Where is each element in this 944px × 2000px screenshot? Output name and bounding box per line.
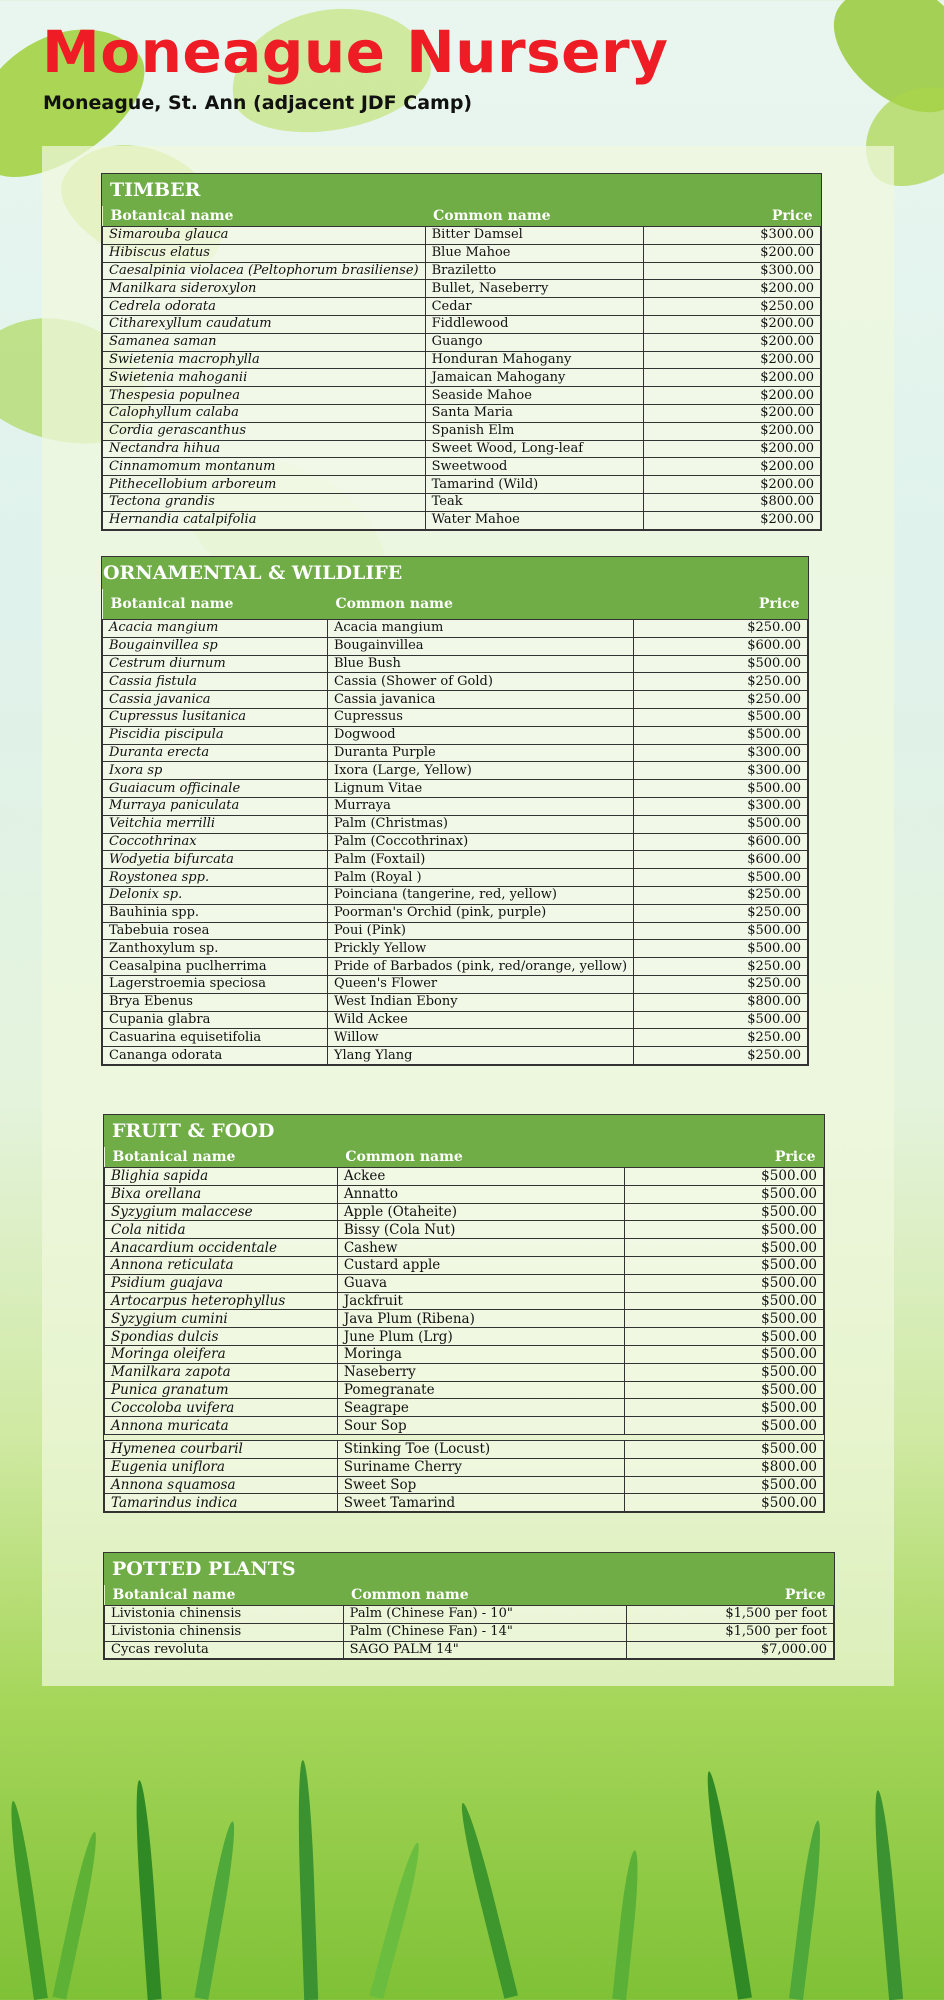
botanical-name-cell: Artocarpus heterophyllus: [105, 1292, 338, 1310]
table-row: [105, 1256, 824, 1274]
table-row: [103, 691, 808, 709]
common-name-cell: Annatto: [337, 1185, 625, 1203]
price-cell: $500.00: [625, 1417, 824, 1435]
column-header-price: Price: [625, 1147, 824, 1168]
grass-decoration: [789, 1820, 825, 2000]
botanical-name-cell: Nectandra hihua: [103, 440, 426, 458]
botanical-name-cell: Samanea saman: [103, 333, 426, 351]
price-cell: $500.00: [625, 1363, 824, 1381]
botanical-name-cell: Moringa oleifera: [105, 1345, 338, 1363]
price-cell: $250.00: [634, 673, 808, 691]
botanical-name-cell: Brya Ebenus: [103, 993, 328, 1011]
grass-decoration: [132, 1780, 161, 2000]
botanical-name-cell: Livistonia chinensis: [105, 1606, 344, 1624]
column-header-botanical: Botanical name: [105, 1585, 344, 1606]
price-cell: $500.00: [634, 726, 808, 744]
botanical-name-cell: Ixora sp: [103, 762, 328, 780]
common-name-cell: Palm (Christmas): [327, 815, 633, 833]
botanical-name-cell: Hernandia catalpifolia: [103, 511, 426, 529]
table-row: [105, 1623, 834, 1641]
botanical-name-cell: Piscidia piscipula: [103, 726, 328, 744]
table-row: [105, 1606, 834, 1624]
common-name-cell: Palm (Foxtail): [327, 851, 633, 869]
price-cell: $250.00: [634, 958, 808, 976]
grass-decoration: [370, 1841, 425, 1999]
table-row: [105, 1203, 824, 1221]
common-name-cell: Water Mahoe: [425, 511, 644, 529]
common-name-cell: Cupressus: [327, 708, 633, 726]
common-name-cell: Sweet Sop: [337, 1476, 625, 1494]
column-header-common: Common name: [327, 589, 633, 620]
botanical-name-cell: Acacia mangium: [103, 620, 328, 638]
price-cell: $500.00: [625, 1440, 824, 1458]
table-row: [103, 315, 821, 333]
common-name-cell: Poui (Pink): [327, 922, 633, 940]
table-row: [103, 708, 808, 726]
table-row: [103, 333, 821, 351]
common-name-cell: Bougainvillea: [327, 637, 633, 655]
table-row: [103, 298, 821, 316]
botanical-name-cell: Tectona grandis: [103, 493, 426, 511]
potted-section: [103, 1552, 835, 1660]
table-row: [103, 922, 808, 940]
botanical-name-cell: Tamarindus indica: [105, 1494, 338, 1512]
botanical-name-cell: Coccoloba uvifera: [105, 1399, 338, 1417]
price-cell: $500.00: [634, 940, 808, 958]
common-name-cell: Acacia mangium: [327, 620, 633, 638]
table-row: [105, 1363, 824, 1381]
common-name-cell: Palm (Chinese Fan) - 14": [343, 1623, 627, 1641]
botanical-name-cell: Cassia fistula: [103, 673, 328, 691]
botanical-name-cell: Cinnamomum montanum: [103, 458, 426, 476]
botanical-name-cell: Cycas revoluta: [105, 1641, 344, 1659]
table-row: [103, 404, 821, 422]
table-row: [105, 1440, 824, 1458]
common-name-cell: Jamaican Mahogany: [425, 369, 644, 387]
price-cell: $300.00: [634, 744, 808, 762]
botanical-name-cell: Caesalpinia violacea (Peltophorum brasiliense): [103, 262, 426, 280]
table-row: [103, 458, 821, 476]
common-name-cell: Cassia javanica: [327, 691, 633, 709]
grass-decoration: [702, 1770, 752, 1999]
botanical-name-cell: Tabebuia rosea: [103, 922, 328, 940]
table-row: [103, 280, 821, 298]
botanical-name-cell: Eugenia uniflora: [105, 1458, 338, 1476]
fruit-table: [104, 1147, 824, 1435]
botanical-name-cell: Bougainvillea sp: [103, 637, 328, 655]
common-name-cell: Pomegranate: [337, 1381, 625, 1399]
price-cell: $300.00: [644, 262, 821, 280]
table-row: [103, 744, 808, 762]
table-row: [103, 833, 808, 851]
column-header-price: Price: [634, 589, 808, 620]
botanical-name-cell: Annona squamosa: [105, 1476, 338, 1494]
common-name-cell: Honduran Mahogany: [425, 351, 644, 369]
price-cell: $500.00: [625, 1494, 824, 1512]
common-name-cell: Apple (Otaheite): [337, 1203, 625, 1221]
botanical-name-cell: Syzygium cumini: [105, 1310, 338, 1328]
table-row: [103, 993, 808, 1011]
common-name-cell: Sweet Wood, Long-leaf: [425, 440, 644, 458]
price-cell: $500.00: [634, 815, 808, 833]
table-row: [103, 940, 808, 958]
price-cell: $200.00: [644, 458, 821, 476]
page-title: Moneague Nursery: [42, 18, 669, 86]
botanical-name-cell: Duranta erecta: [103, 744, 328, 762]
price-cell: $600.00: [634, 833, 808, 851]
price-cell: $200.00: [644, 369, 821, 387]
table-row: [103, 637, 808, 655]
botanical-name-cell: Calophyllum calaba: [103, 404, 426, 422]
price-cell: $500.00: [625, 1239, 824, 1257]
botanical-name-cell: Bixa orellana: [105, 1185, 338, 1203]
price-cell: $250.00: [634, 975, 808, 993]
table-row: [105, 1641, 834, 1659]
table-row: [103, 780, 808, 798]
section-title: FRUIT & FOOD: [104, 1115, 824, 1147]
common-name-cell: Queen's Flower: [327, 975, 633, 993]
price-cell: $800.00: [634, 993, 808, 1011]
fruit-section: [103, 1114, 825, 1513]
table-row: [103, 762, 808, 780]
botanical-name-cell: Wodyetia bifurcata: [103, 851, 328, 869]
common-name-cell: Duranta Purple: [327, 744, 633, 762]
ornamental-section: [101, 556, 809, 1066]
column-header-price: Price: [644, 206, 821, 227]
price-cell: $300.00: [634, 762, 808, 780]
common-name-cell: Spanish Elm: [425, 422, 644, 440]
page-subtitle: Moneague, St. Ann (adjacent JDF Camp): [43, 92, 473, 114]
table-row: [103, 440, 821, 458]
price-cell: $200.00: [644, 351, 821, 369]
price-cell: $250.00: [634, 1047, 808, 1065]
price-cell: $1,500 per foot: [627, 1623, 834, 1641]
column-header-botanical: Botanical name: [103, 589, 328, 620]
common-name-cell: Cedar: [425, 298, 644, 316]
botanical-name-cell: Manilkara sideroxylon: [103, 280, 426, 298]
common-name-cell: Bullet, Naseberry: [425, 280, 644, 298]
common-name-cell: Seaside Mahoe: [425, 387, 644, 405]
botanical-name-cell: Zanthoxylum sp.: [103, 940, 328, 958]
price-cell: $500.00: [625, 1345, 824, 1363]
price-cell: $500.00: [634, 869, 808, 887]
botanical-name-cell: Cola nitida: [105, 1221, 338, 1239]
price-cell: $600.00: [634, 851, 808, 869]
common-name-cell: Palm (Royal ): [327, 869, 633, 887]
table-row: [103, 244, 821, 262]
common-name-cell: Custard apple: [337, 1256, 625, 1274]
price-cell: $500.00: [634, 1011, 808, 1029]
price-cell: $250.00: [634, 691, 808, 709]
price-cell: $500.00: [625, 1292, 824, 1310]
table-row: [105, 1417, 824, 1435]
table-row: [103, 369, 821, 387]
table-row: [103, 975, 808, 993]
table-row: [105, 1458, 824, 1476]
common-name-cell: Fiddlewood: [425, 315, 644, 333]
botanical-name-cell: Pithecellobium arboreum: [103, 476, 426, 494]
common-name-cell: Sour Sop: [337, 1417, 625, 1435]
price-cell: $7,000.00: [627, 1641, 834, 1659]
price-cell: $200.00: [644, 387, 821, 405]
table-row: [103, 869, 808, 887]
common-name-cell: Santa Maria: [425, 404, 644, 422]
common-name-cell: Teak: [425, 493, 644, 511]
price-cell: $250.00: [634, 904, 808, 922]
price-cell: $200.00: [644, 511, 821, 529]
common-name-cell: Jackfruit: [337, 1292, 625, 1310]
table-row: [103, 387, 821, 405]
table-row: [105, 1328, 824, 1346]
price-cell: $200.00: [644, 333, 821, 351]
grass-decoration: [296, 1760, 318, 2000]
botanical-name-cell: Cupressus lusitanica: [103, 708, 328, 726]
grass-decoration: [194, 1820, 239, 2000]
common-name-cell: Sweetwood: [425, 458, 644, 476]
common-name-cell: Poinciana (tangerine, red, yellow): [327, 886, 633, 904]
common-name-cell: Java Plum (Ribena): [337, 1310, 625, 1328]
table-row: [105, 1239, 824, 1257]
price-cell: $500.00: [634, 655, 808, 673]
botanical-name-cell: Delonix sp.: [103, 886, 328, 904]
price-cell: $250.00: [634, 886, 808, 904]
table-row: [103, 493, 821, 511]
common-name-cell: Ylang Ylang: [327, 1047, 633, 1065]
botanical-name-cell: Thespesia populnea: [103, 387, 426, 405]
botanical-name-cell: Swietenia macrophylla: [103, 351, 426, 369]
botanical-name-cell: Murraya paniculata: [103, 797, 328, 815]
common-name-cell: Stinking Toe (Locust): [337, 1440, 625, 1458]
table-row: [103, 351, 821, 369]
table-row: [105, 1476, 824, 1494]
fruit-table-continued: [104, 1440, 824, 1512]
botanical-name-cell: Coccothrinax: [103, 833, 328, 851]
botanical-name-cell: Cordia gerascanthus: [103, 422, 426, 440]
price-cell: $500.00: [625, 1203, 824, 1221]
price-cell: $500.00: [625, 1256, 824, 1274]
price-cell: $200.00: [644, 476, 821, 494]
botanical-name-cell: Lagerstroemia speciosa: [103, 975, 328, 993]
table-row: [105, 1494, 824, 1512]
table-row: [105, 1345, 824, 1363]
common-name-cell: June Plum (Lrg): [337, 1328, 625, 1346]
section-title: POTTED PLANTS: [104, 1553, 834, 1585]
botanical-name-cell: Simarouba glauca: [103, 227, 426, 245]
column-header-botanical: Botanical name: [105, 1147, 338, 1168]
table-row: [103, 227, 821, 245]
botanical-name-cell: Manilkara zapota: [105, 1363, 338, 1381]
price-cell: $500.00: [625, 1328, 824, 1346]
column-header-price: Price: [627, 1585, 834, 1606]
common-name-cell: Lignum Vitae: [327, 780, 633, 798]
table-row: [103, 511, 821, 529]
table-row: [103, 655, 808, 673]
common-name-cell: Moringa: [337, 1345, 625, 1363]
table-row: [105, 1168, 824, 1186]
common-name-cell: Willow: [327, 1029, 633, 1047]
table-row: [105, 1381, 824, 1399]
common-name-cell: Dogwood: [327, 726, 633, 744]
grass-decoration: [871, 1790, 903, 2000]
table-row: [105, 1274, 824, 1292]
section-title: ORNAMENTAL & WILDLIFE: [102, 557, 808, 589]
botanical-name-cell: Hymenea courbaril: [105, 1440, 338, 1458]
table-row: [103, 726, 808, 744]
table-row: [105, 1221, 824, 1239]
table-row: [105, 1310, 824, 1328]
botanical-name-cell: Cupania glabra: [103, 1011, 328, 1029]
table-row: [103, 851, 808, 869]
price-cell: $500.00: [625, 1381, 824, 1399]
botanical-name-cell: Psidium guajava: [105, 1274, 338, 1292]
column-header-botanical: Botanical name: [103, 206, 426, 227]
section-title: TIMBER: [102, 174, 821, 206]
grass-decoration: [612, 1850, 642, 2000]
common-name-cell: Suriname Cherry: [337, 1458, 625, 1476]
botanical-name-cell: Bauhinia spp.: [103, 904, 328, 922]
price-cell: $200.00: [644, 404, 821, 422]
table-row: [103, 904, 808, 922]
common-name-cell: Sweet Tamarind: [337, 1494, 625, 1512]
common-name-cell: Blue Bush: [327, 655, 633, 673]
price-cell: $600.00: [634, 637, 808, 655]
price-cell: $250.00: [634, 1029, 808, 1047]
table-row: [103, 620, 808, 638]
botanical-name-cell: Syzygium malaccese: [105, 1203, 338, 1221]
table-row: [105, 1185, 824, 1203]
table-row: [103, 1047, 808, 1065]
botanical-name-cell: Punica granatum: [105, 1381, 338, 1399]
grass-decoration: [52, 1830, 101, 1999]
table-row: [103, 1011, 808, 1029]
common-name-cell: Blue Mahoe: [425, 244, 644, 262]
common-name-cell: Prickly Yellow: [327, 940, 633, 958]
price-cell: $200.00: [644, 422, 821, 440]
botanical-name-cell: Cassia javanica: [103, 691, 328, 709]
botanical-name-cell: Swietenia mahoganii: [103, 369, 426, 387]
botanical-name-cell: Cananga odorata: [103, 1047, 328, 1065]
table-row: [103, 815, 808, 833]
common-name-cell: Braziletto: [425, 262, 644, 280]
price-cell: $200.00: [644, 280, 821, 298]
botanical-name-cell: Cestrum diurnum: [103, 655, 328, 673]
common-name-cell: Pride of Barbados (pink, red/orange, yellow): [327, 958, 633, 976]
timber-section: [101, 173, 822, 531]
botanical-name-cell: Spondias dulcis: [105, 1328, 338, 1346]
table-row: [105, 1292, 824, 1310]
common-name-cell: Ixora (Large, Yellow): [327, 762, 633, 780]
potted-table: [104, 1585, 834, 1659]
price-cell: $500.00: [625, 1185, 824, 1203]
common-name-cell: Naseberry: [337, 1363, 625, 1381]
common-name-cell: Seagrape: [337, 1399, 625, 1417]
table-row: [103, 262, 821, 280]
ornamental-table: [102, 589, 808, 1065]
common-name-cell: Poorman's Orchid (pink, purple): [327, 904, 633, 922]
price-cell: $300.00: [634, 797, 808, 815]
price-cell: $300.00: [644, 227, 821, 245]
grass-decoration: [456, 1801, 518, 1998]
timber-table: [102, 206, 821, 530]
price-cell: $200.00: [644, 440, 821, 458]
table-row: [103, 422, 821, 440]
price-cell: $500.00: [625, 1274, 824, 1292]
common-name-cell: Wild Ackee: [327, 1011, 633, 1029]
table-row: [103, 797, 808, 815]
table-row: [103, 476, 821, 494]
botanical-name-cell: Ceasalpina puclherrima: [103, 958, 328, 976]
price-cell: $500.00: [625, 1221, 824, 1239]
botanical-name-cell: Annona reticulata: [105, 1256, 338, 1274]
common-name-cell: Murraya: [327, 797, 633, 815]
price-cell: $500.00: [625, 1168, 824, 1186]
botanical-name-cell: Annona muricata: [105, 1417, 338, 1435]
common-name-cell: Guava: [337, 1274, 625, 1292]
common-name-cell: Cashew: [337, 1239, 625, 1257]
botanical-name-cell: Veitchia merrilli: [103, 815, 328, 833]
price-cell: $500.00: [625, 1476, 824, 1494]
botanical-name-cell: Blighia sapida: [105, 1168, 338, 1186]
price-cell: $200.00: [644, 244, 821, 262]
botanical-name-cell: Anacardium occidentale: [105, 1239, 338, 1257]
price-cell: $250.00: [644, 298, 821, 316]
column-header-common: Common name: [337, 1147, 625, 1168]
common-name-cell: SAGO PALM 14": [343, 1641, 627, 1659]
grass-decoration: [6, 1800, 48, 2000]
common-name-cell: Tamarind (Wild): [425, 476, 644, 494]
price-cell: $800.00: [625, 1458, 824, 1476]
common-name-cell: Bissy (Cola Nut): [337, 1221, 625, 1239]
price-cell: $250.00: [634, 620, 808, 638]
price-cell: $500.00: [634, 922, 808, 940]
table-row: [103, 886, 808, 904]
common-name-cell: Palm (Coccothrinax): [327, 833, 633, 851]
table-row: [103, 1029, 808, 1047]
botanical-name-cell: Roystonea spp.: [103, 869, 328, 887]
price-cell: $200.00: [644, 315, 821, 333]
table-row: [103, 673, 808, 691]
common-name-cell: Ackee: [337, 1168, 625, 1186]
botanical-name-cell: Hibiscus elatus: [103, 244, 426, 262]
table-row: [103, 958, 808, 976]
common-name-cell: Cassia (Shower of Gold): [327, 673, 633, 691]
price-cell: $500.00: [634, 780, 808, 798]
common-name-cell: Guango: [425, 333, 644, 351]
botanical-name-cell: Casuarina equisetifolia: [103, 1029, 328, 1047]
botanical-name-cell: Livistonia chinensis: [105, 1623, 344, 1641]
botanical-name-cell: Cedrela odorata: [103, 298, 426, 316]
column-header-common: Common name: [343, 1585, 627, 1606]
common-name-cell: Bitter Damsel: [425, 227, 644, 245]
column-header-common: Common name: [425, 206, 644, 227]
botanical-name-cell: Guaiacum officinale: [103, 780, 328, 798]
table-row: [105, 1399, 824, 1417]
price-cell: $800.00: [644, 493, 821, 511]
botanical-name-cell: Citharexyllum caudatum: [103, 315, 426, 333]
price-cell: $500.00: [625, 1399, 824, 1417]
price-cell: $500.00: [625, 1310, 824, 1328]
common-name-cell: West Indian Ebony: [327, 993, 633, 1011]
price-cell: $500.00: [634, 708, 808, 726]
common-name-cell: Palm (Chinese Fan) - 10": [343, 1606, 627, 1624]
price-cell: $1,500 per foot: [627, 1606, 834, 1624]
